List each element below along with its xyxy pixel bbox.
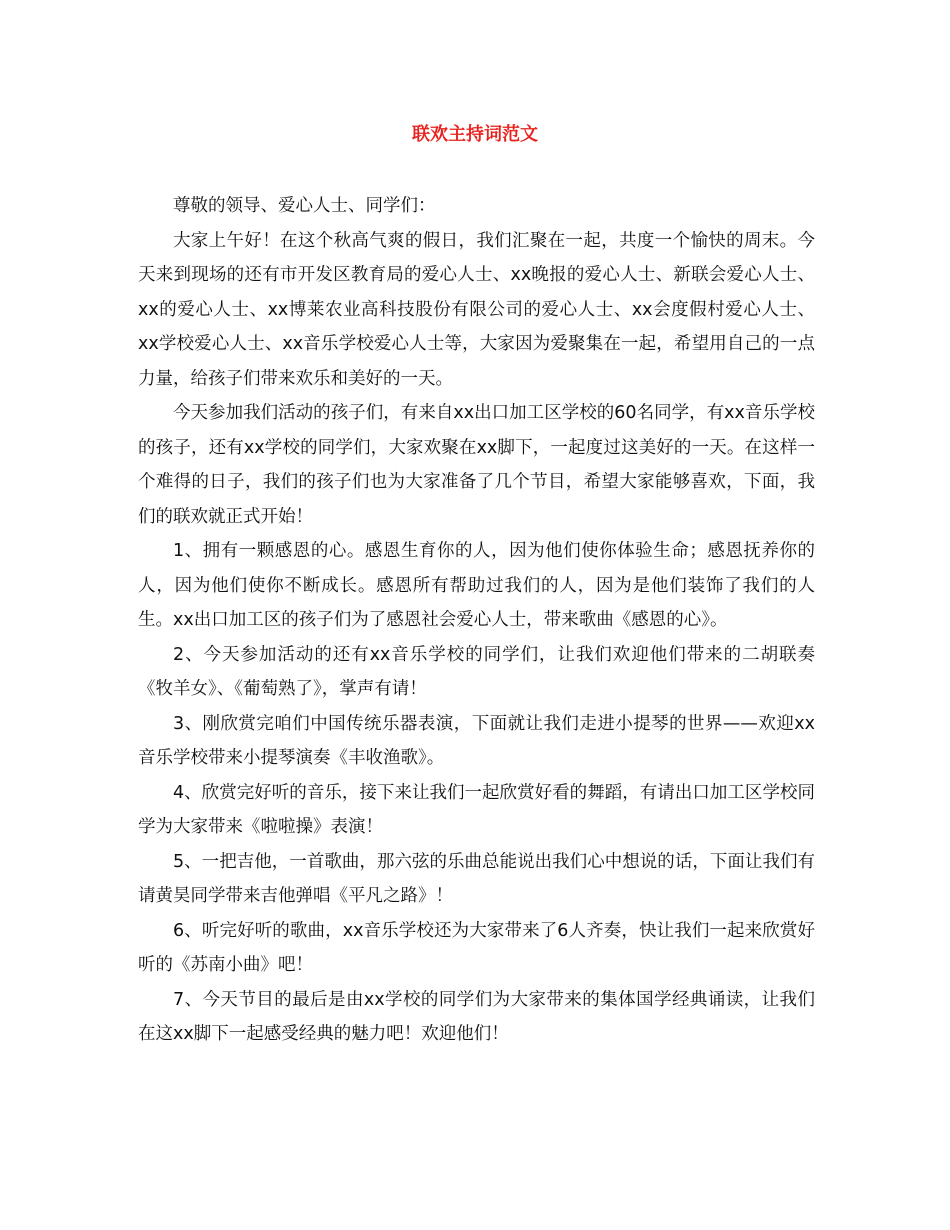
paragraph-program-1: 1、拥有一颗感恩的心。感恩生育你的人，因为他们使你体验生命；感恩抚养你的人，因为他们使你不断成长。感恩所有帮助过我们的人，因为是他们装饰了我们的人生。xx出口加工区的孩子们为了感恩社会爱心人士，带来歌曲《感恩的心》。 — [138, 541, 815, 630]
document-title: 联欢主持词范文 — [412, 124, 538, 145]
document-body — [138, 189, 815, 1052]
paragraph-program-4: 4、欣赏完好听的音乐，接下来让我们一起欣赏好看的舞蹈，有请出口加工区学校同学为大家带来《啦啦操》表演！ — [138, 782, 815, 837]
paragraph-greeting: 大家上午好！在这个秋高气爽的假日，我们汇聚在一起，共度一个愉快的周末。今天来到现场的还有市开发区教育局的爱心人士、xx晚报的爱心人士、新联会爱心人士、xx的爱心人士、xx博莱农业高科技股份有限公司的爱心人士、xx会度假村爱心人士、xx学校爱心人士、xx音乐学校爱心人士等，大家因为爱聚集在一起，希望用自己的一点力量，给孩子们带来欢乐和美好的一天。 — [138, 230, 815, 389]
paragraph-salutation: 尊敬的领导、爱心人士、同学们： — [173, 196, 436, 216]
paragraph-program-7: 7、今天节目的最后是由xx学校的同学们为大家带来的集体国学经典诵读，让我们在这xx脚下一起感受经典的魅力吧！欢迎他们！ — [138, 989, 815, 1044]
paragraph-program-2: 2、今天参加活动的还有xx音乐学校的同学们，让我们欢迎他们带来的二胡联奏《牧羊女》、《葡萄熟了》，掌声有请！ — [138, 644, 815, 699]
paragraph-program-3: 3、刚欣赏完咱们中国传统乐器表演，下面就让我们走进小提琴的世界——欢迎xx音乐学校带来小提琴演奏《丰收渔歌》。 — [138, 713, 815, 768]
paragraph-program-6: 6、听完好听的歌曲，xx音乐学校还为大家带来了6人齐奏，快让我们一起来欣赏好听的《苏南小曲》吧！ — [138, 920, 815, 975]
paragraph-program-5: 5、一把吉他，一首歌曲，那六弦的乐曲总能说出我们心中想说的话，下面让我们有请黄昊同学带来吉他弹唱《平凡之路》！ — [138, 851, 815, 906]
paragraph-intro: 今天参加我们活动的孩子们，有来自xx出口加工区学校的60名同学，有xx音乐学校的孩子，还有xx学校的同学们，大家欢聚在xx脚下，一起度过这美好的一天。在这样一个难得的日子，我们的孩子们也为大家准备了几个节目，希望大家能够喜欢，下面，我们的联欢就正式开始！ — [138, 403, 815, 527]
